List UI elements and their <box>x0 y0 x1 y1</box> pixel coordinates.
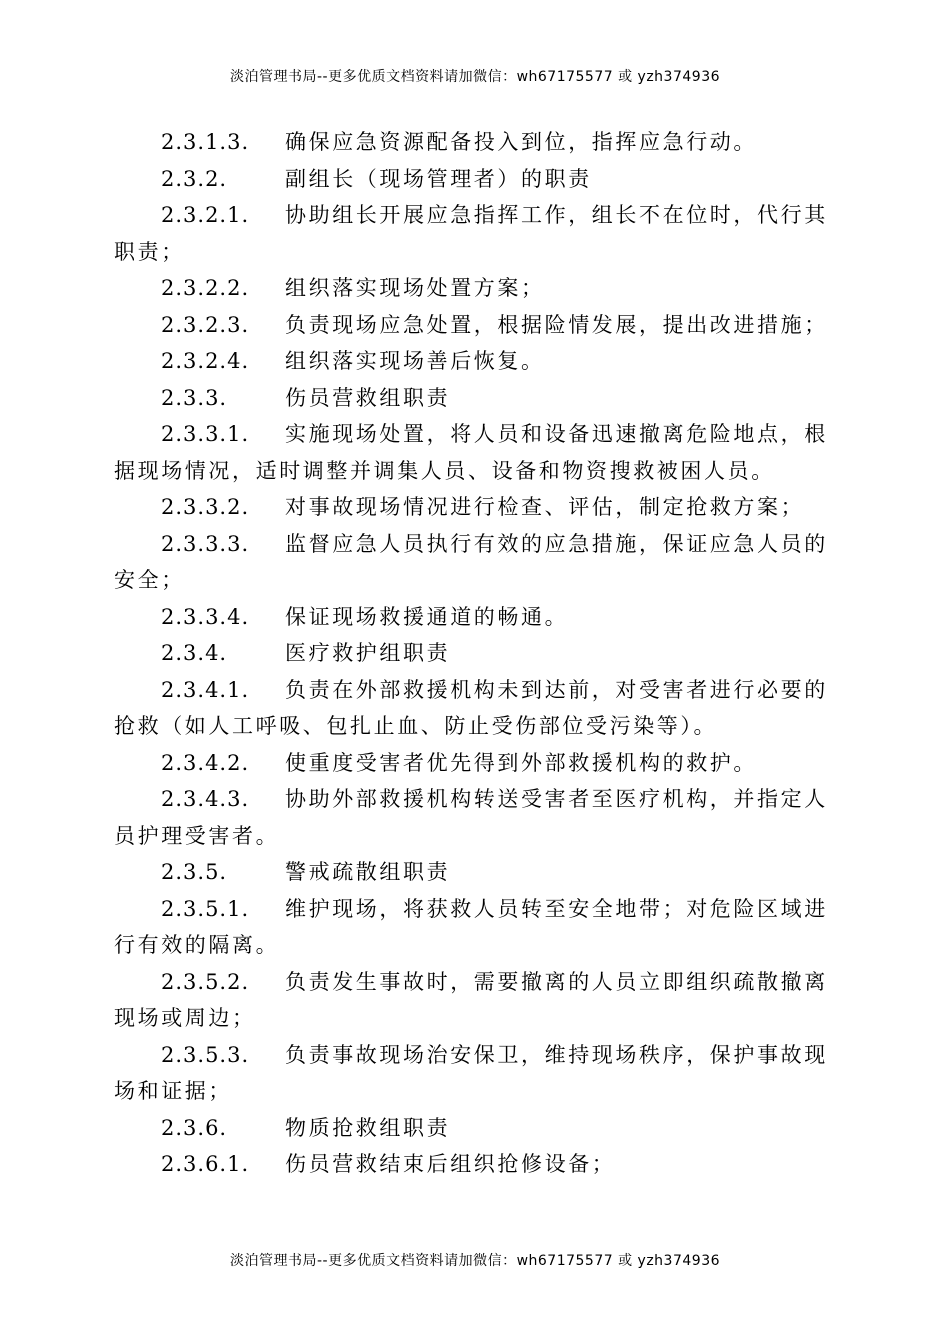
page-header: 淡泊管理书局--更多优质文档资料请加微信：wh67175577 或 yzh374936 <box>229 69 721 85</box>
clause-line <box>114 964 836 1001</box>
clause-text: 据现场情况，适时调整并调集人员、设备和物资搜救被困人员。 <box>114 458 775 483</box>
clause-text: 安全； <box>114 568 185 592</box>
clause-text: 员护理受害者。 <box>114 823 280 848</box>
document-body <box>114 124 836 1183</box>
clause-number: 2.3.3.3. <box>161 531 250 556</box>
clause-line <box>114 343 836 380</box>
clause-text: 监督应急人员执行有效的应急措施，保证应急人员的 <box>285 531 828 556</box>
clause-number: 2.3.5.2. <box>161 969 250 994</box>
clause-line <box>114 1146 836 1183</box>
clause-text: 抢救（如人工呼吸、包扎止血、防止受伤部位受污染等）。 <box>114 714 718 738</box>
clause-text: 现场或周边； <box>114 1006 256 1030</box>
continuation-line <box>114 1073 836 1110</box>
continuation-line <box>114 927 836 964</box>
clause-number: 2.3.3.4. <box>161 604 250 629</box>
clause-text: 职责； <box>114 239 185 264</box>
clause-text: 警戒疏散组职责 <box>285 860 451 884</box>
clause-line <box>114 781 836 818</box>
clause-line <box>114 270 836 307</box>
clause-line <box>114 307 836 344</box>
clause-line <box>114 124 836 161</box>
clause-number: 2.3.4.2. <box>161 750 250 775</box>
clause-number: 2.3.2.3. <box>161 312 250 337</box>
clause-number: 2.3.2. <box>161 166 228 191</box>
clause-text: 使重度受害者优先得到外部救援机构的救护。 <box>285 750 757 775</box>
clause-number: 2.3.5.1. <box>161 896 250 921</box>
page-footer: 淡泊管理书局--更多优质文档资料请加微信：wh67175577 或 yzh374936 <box>229 1253 721 1269</box>
clause-number: 2.3.3. <box>161 385 228 410</box>
clause-text: 组织落实现场处置方案； <box>285 276 545 300</box>
clause-number: 2.3.6. <box>161 1115 228 1140</box>
clause-text: 确保应急资源配备投入到位，指挥应急行动。 <box>285 130 757 154</box>
clause-number: 2.3.3.1. <box>161 422 250 446</box>
clause-number: 2.3.4.3. <box>161 787 250 811</box>
clause-text: 协助组长开展应急指挥工作，组长不在位时，代行其 <box>285 203 828 227</box>
clause-line <box>114 1110 836 1147</box>
clause-text: 协助外部救援机构转送受害者至医疗机构，并指定人 <box>285 787 828 811</box>
clause-number: 2.3.2.4. <box>161 349 250 373</box>
clause-text: 维护现场，将获救人员转至安全地带；对危险区域进 <box>285 896 828 921</box>
clause-line <box>114 380 836 417</box>
clause-line <box>114 672 836 709</box>
continuation-line <box>114 818 836 855</box>
clause-text: 物质抢救组职责 <box>285 1115 451 1140</box>
clause-line <box>114 197 836 234</box>
clause-line <box>114 526 836 563</box>
clause-line <box>114 489 836 526</box>
clause-text: 保证现场救援通道的畅通。 <box>285 604 569 629</box>
clause-text: 负责在外部救援机构未到达前，对受害者进行必要的 <box>285 677 828 702</box>
clause-line <box>114 599 836 636</box>
clause-number: 2.3.5.3. <box>161 1042 250 1067</box>
continuation-line <box>114 708 836 745</box>
clause-text: 场和证据； <box>114 1079 232 1103</box>
clause-text: 医疗救护组职责 <box>285 641 451 665</box>
clause-line <box>114 1037 836 1074</box>
clause-number: 2.3.2.2. <box>161 276 250 300</box>
clause-line <box>114 635 836 672</box>
clause-line <box>114 891 836 928</box>
clause-line <box>114 854 836 891</box>
clause-text: 对事故现场情况进行检查、评估，制定抢救方案； <box>285 495 805 519</box>
continuation-line <box>114 1000 836 1037</box>
clause-text: 负责事故现场治安保卫，维持现场秩序，保护事故现 <box>285 1042 828 1067</box>
clause-number: 2.3.5. <box>161 860 228 884</box>
clause-text: 伤员营救结束后组织抢修设备； <box>285 1152 616 1176</box>
clause-number: 2.3.2.1. <box>161 203 250 227</box>
clause-number: 2.3.4.1. <box>161 677 250 702</box>
clause-line <box>114 161 836 198</box>
clause-text: 负责现场应急处置，根据险情发展，提出改进措施； <box>285 312 828 337</box>
clause-text: 行有效的隔离。 <box>114 933 280 957</box>
clause-text: 伤员营救组职责 <box>285 385 451 410</box>
clause-number: 2.3.4. <box>161 641 228 665</box>
clause-number: 2.3.1.3. <box>161 130 250 154</box>
clause-text: 实施现场处置，将人员和设备迅速撤离危险地点，根 <box>285 422 828 446</box>
clause-text: 组织落实现场善后恢复。 <box>285 349 545 373</box>
continuation-line <box>114 562 836 599</box>
clause-number: 2.3.3.2. <box>161 495 250 519</box>
clause-text: 负责发生事故时，需要撤离的人员立即组织疏散撤离 <box>285 969 828 994</box>
clause-line <box>114 416 836 453</box>
continuation-line <box>114 453 836 490</box>
clause-line <box>114 745 836 782</box>
clause-number: 2.3.6.1. <box>161 1152 250 1176</box>
continuation-line <box>114 234 836 271</box>
clause-text: 副组长（现场管理者）的职责 <box>285 166 592 191</box>
